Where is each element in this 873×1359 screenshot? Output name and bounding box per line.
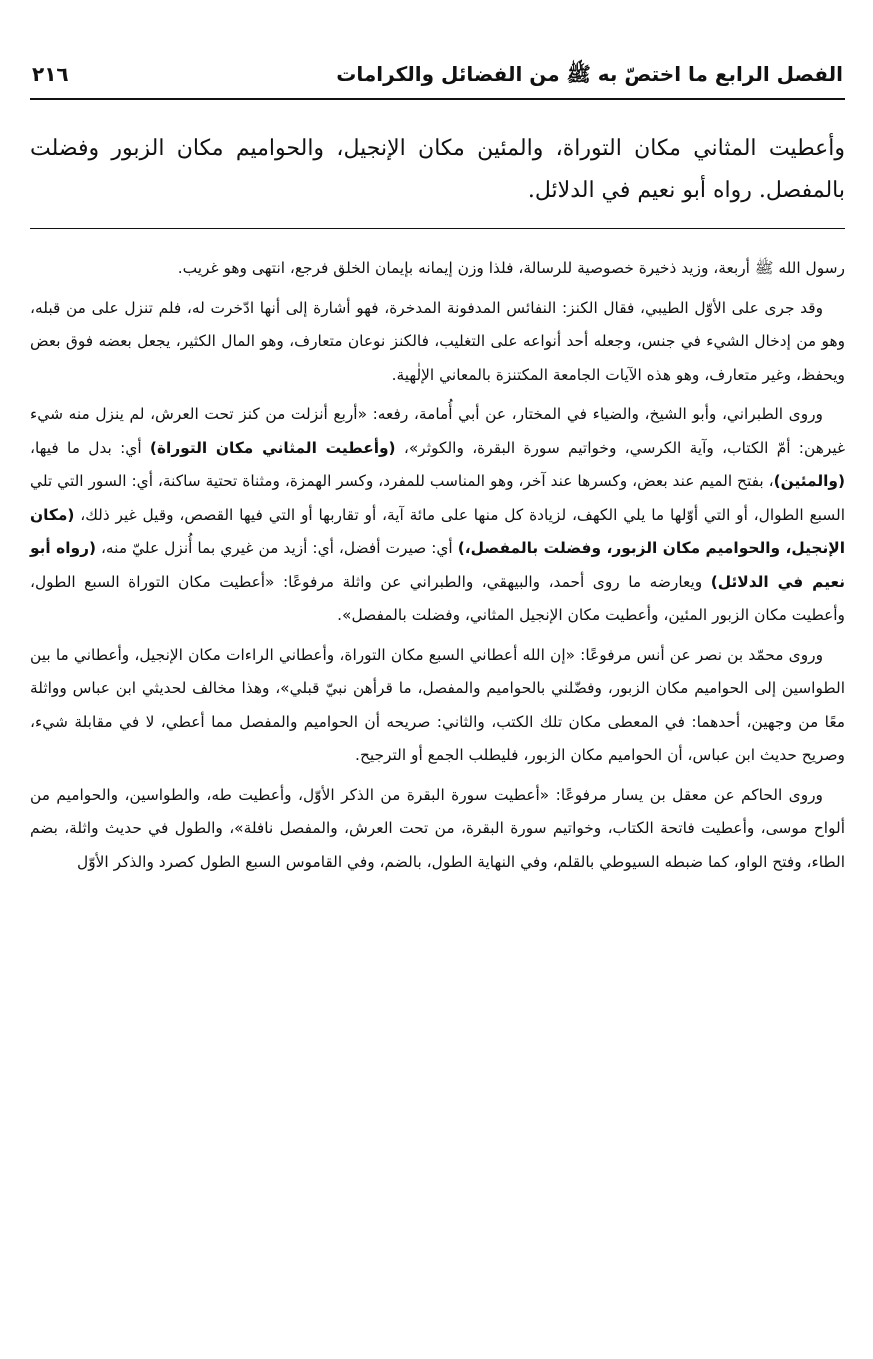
commentary-paragraph-1: رسول الله ﷺ أربعة، وزيد ذخيرة خصوصية للرسالة، فلذا وزن إيمانه بإيمان الخلق فرجع، انتهى وهو غريب.	[177, 259, 845, 277]
header-rule	[30, 98, 845, 100]
matn-text: وأعطيت المثاني مكان التوراة، والمئين مكان الإنجيل، والحواميم مكان الزبور وفضلت بالمفصل. رواه أبو نعيم في الدلائل.	[30, 136, 845, 203]
quoted-matn-bold: (والمئين)	[773, 472, 845, 490]
commentary-text: ، بفتح الميم عند بعض، وكسرها عند آخر، وهو المناسب للمفرد، وكسر الهمزة، ومثناة تحتية ساكنة، أي: السور التي تلي السبع الطوال، أو التي أوّلها ما يلي الكهف، لزيادة كل منها على مائة آية، أو تقاربها أو التي فيها القصص، وقيل غير ذلك،	[30, 472, 845, 524]
commentary-paragraph-4: وروى محمّد بن نصر عن أنس مرفوعًا: «إن الله أعطاني السبع مكان التوراة، وأعطاني الراءات مكان الإنجيل، وأعطاني ما بين الطواسين إلى الحواميم مكان الزبور، وفضّلني بالحواميم والمفصل، ما قرأهن نبيّ قبلي»، وهذا مخالف لحديثي ابن عباس وواثلة معًا من وجهين، أحدهما: في المعطى مكان تلك الكتب، والثاني: صريحه أن الحواميم والمفصل مما أعطي، لا في مقابلة شيء، وصريح حديث ابن عباس، أن الحواميم مكان الزبور، فليطلب الجمع أو الترجيح.	[30, 645, 845, 764]
commentary-text: ويعارضه ما روى أحمد، والبيهقي، والطبراني عن واثلة مرفوعًا: «أعطيت مكان التوراة السبع الطول، وأعطيت مكان الزبور المئين، وأعطيت مكان الإنجيل المثاني، وفضلت بالمفصل».	[30, 572, 845, 624]
page-number: ٢١٦	[32, 62, 69, 86]
commentary-paragraph-5: وروى الحاكم عن معقل بن يسار مرفوعًا: «أعطيت سورة البقرة من الذكر الأوّل، وأعطيت طه، والطواسين، والحواميم من ألواح موسى، وأعطيت فاتحة الكتاب، وخواتيم سورة البقرة، من تحت العرش، والمفصل نافلة»، والطول في حديث واثلة، بضم الطاء، وفتح الواو، كما ضبطه السيوطي بالقلم، وفي النهاية الطول، بالضم، وفي القاموس السبع الطول كصرد والذكر الأوّل	[30, 785, 845, 871]
running-header	[30, 60, 845, 88]
quoted-matn-bold: (مكان الإنجيل، والحواميم مكان الزبور، وفضلت بالمفصل،)	[30, 505, 845, 557]
running-header-area	[30, 60, 845, 88]
quoted-matn-bold: (رواه أبو نعيم في الدلائل)	[30, 539, 846, 591]
matn-separator-rule	[30, 228, 845, 229]
commentary-body	[30, 252, 845, 885]
commentary-paragraph-3	[30, 398, 845, 633]
commentary-text: أي: بدل ما فيها،	[30, 438, 150, 457]
commentary-paragraph-2: وقد جرى على الأوّل الطيبي، فقال الكنز: النفائس المدفونة المدخرة، فهو أشارة إلى أنها ادّخرت له، فلم تنزل على من قبله، وهو من إدخال الشيء في جنس، وجعله أحد أنواعه على التغليب، فالكنز نوعان متعارف، وهو المال الكثير، يجعل بعضه فوق بعض ويحفظ، وغير متعارف، وهو هذه الآيات الجامعة المكتنزة بالمعاني الإلٰهية.	[30, 298, 845, 384]
chapter-title: الفصل الرابع ما اختصّ به ﷺ من الفضائل والكرامات	[336, 62, 843, 86]
quoted-matn-bold: (وأعطيت المثاني مكان التوراة)	[149, 438, 396, 457]
commentary-text: وروى الطبراني، وأبو الشيخ، والضياء في المختار، عن أبي أُمامة، رفعه: «أربع أنزلت من كنز تحت العرش، لم ينزل منه شيء غيرهن: أمّ الكتاب، وآية الكرسي، وخواتيم سورة البقرة، والكوثر»،	[30, 405, 846, 457]
commentary-text: أي: صيرت أفضل، أي: أزيد من غيري بما أُنزل عليّ منه،	[95, 539, 458, 557]
